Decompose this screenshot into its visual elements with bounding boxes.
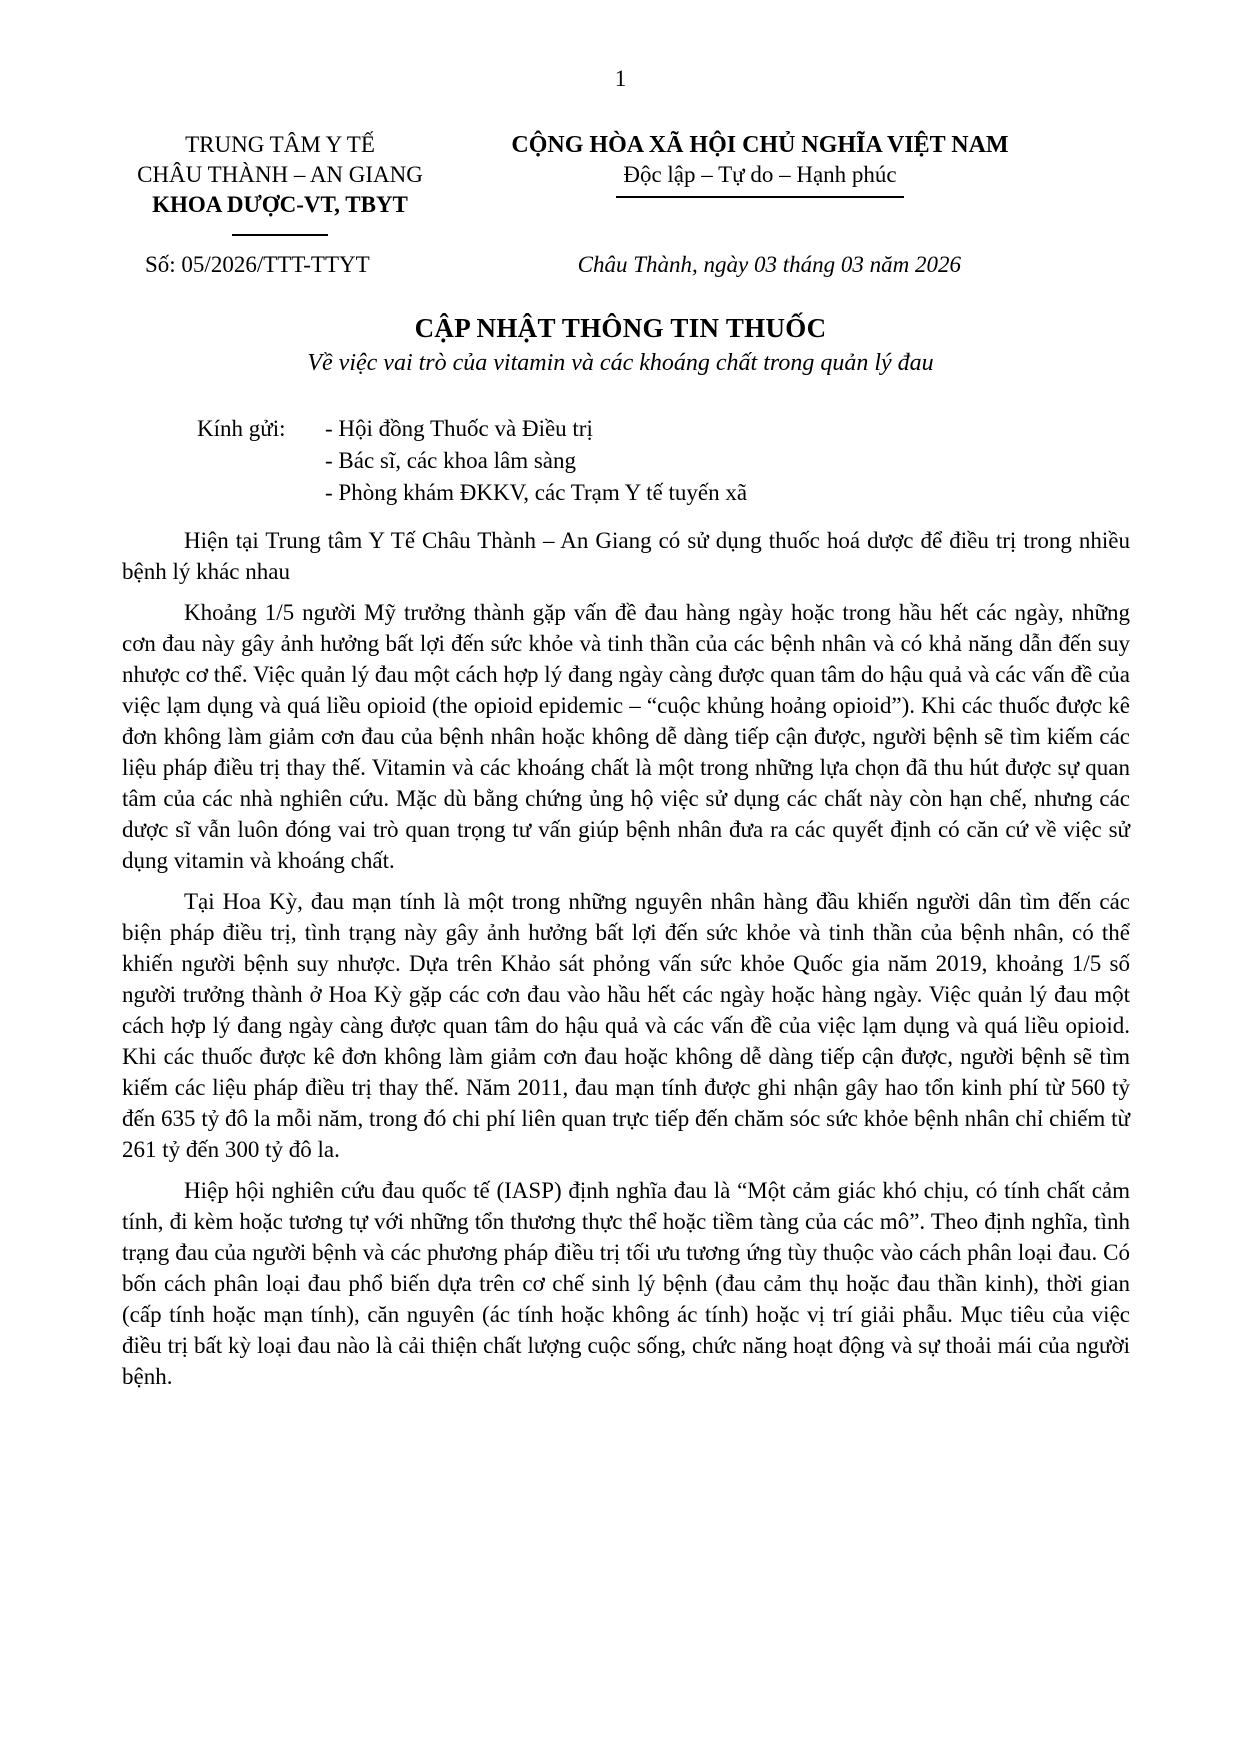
motto-underline-rule: [616, 196, 904, 198]
document-header: [0, 130, 1241, 236]
recipients-list: [325, 413, 747, 509]
org-name-line2: CHÂU THÀNH – AN GIANG: [137, 162, 423, 187]
document-body: [122, 525, 1130, 1392]
doc-place-date: Châu Thành, ngày 03 tháng 03 năm 2026: [577, 252, 961, 277]
doc-title: CẬP NHẬT THÔNG TIN THUỐC: [414, 313, 827, 343]
recipients-label: Kính gửi:: [197, 416, 286, 441]
body-paragraph: Hiệp hội nghiên cứu đau quốc tế (IASP) định nghĩa đau là “Một cảm giác khó chịu, có tính chất cảm tính, đi kèm hoặc tương tự với những tổn thương thực thể hoặc tiềm tàng của các mô”. Theo định nghĩa, tình trạng đau của người bệnh và các phương pháp điều trị tối ưu tương ứng tùy thuộc vào cách phân loại đau. Có bốn cách phân loại đau phổ biến dựa trên cơ chế sinh lý bệnh (đau cảm thụ hoặc đau thần kinh), thời gian (cấp tính hoặc mạn tính), căn nguyên (ác tính hoặc không ác tính) hoặc vị trí giải phẫu. Mục tiêu của việc điều trị bất kỳ loại đau nào là cải thiện chất lượng cuộc sống, chức năng hoạt động và sự thoải mái của người bệnh.: [122, 1178, 1130, 1389]
body-paragraph: Hiện tại Trung tâm Y Tế Châu Thành – An Giang có sử dụng thuốc hoá dược để điều trị trong nhiều bệnh lý khác nhau: [122, 528, 1130, 584]
doc-meta-row: [0, 250, 1241, 280]
org-underline-rule: [232, 234, 328, 236]
page-number: 1: [614, 66, 627, 91]
issuing-org-block: [112, 130, 448, 236]
doc-number: Số: 05/2026/TTT-TTYT: [145, 252, 370, 277]
national-header-block: [474, 130, 1046, 198]
recipient-item: - Hội đồng Thuốc và Điều trị: [325, 416, 593, 441]
doc-subtitle: Về việc vai trò của vitamin và các khoáng chất trong quản lý đau: [307, 350, 934, 376]
body-paragraph: Khoảng 1/5 người Mỹ trưởng thành gặp vấn đề đau hàng ngày hoặc trong hầu hết các ngày, những cơn đau này gây ảnh hưởng bất lợi đến sức khỏe và tinh thần của các bệnh nhân và có khả năng dẫn đến suy nhược cơ thể. Việc quản lý đau một cách hợp lý đang ngày càng được quan tâm do hậu quả và các vấn đề của việc lạm dụng và quá liều opioid (the opioid epidemic – “cuộc khủng hoảng opioid”). Khi các thuốc được kê đơn không làm giảm cơn đau của bệnh nhân hoặc không dễ dàng tiếp cận được, người bệnh sẽ tìm kiếm các liệu pháp điều trị thay thế. Vitamin và các khoáng chất là một trong những lựa chọn đã thu hút được sự quan tâm của các nhà nghiên cứu. Mặc dù bằng chứng ủng hộ việc sử dụng các chất này còn hạn chế, nhưng các dược sĩ vẫn luôn đóng vai trò quan trọng tư vấn giúp bệnh nhân đưa ra các quyết định có căn cứ về việc sử dụng vitamin và khoáng chất.: [122, 600, 1130, 873]
recipient-item: - Phòng khám ĐKKV, các Trạm Y tế tuyến xã: [325, 480, 748, 505]
recipient-item: - Bác sĩ, các khoa lâm sàng: [325, 448, 576, 473]
recipients-block: [197, 413, 1241, 509]
national-title: CỘNG HÒA XÃ HỘI CHỦ NGHĨA VIỆT NAM: [511, 132, 1009, 158]
org-department: KHOA DƯỢC-VT, TBYT: [152, 192, 408, 217]
national-motto: Độc lập – Tự do – Hạnh phúc: [623, 162, 897, 187]
body-paragraph: Tại Hoa Kỳ, đau mạn tính là một trong những nguyên nhân hàng đầu khiến người dân tìm đến các biện pháp điều trị, tình trạng này gây ảnh hưởng bất lợi đến sức khỏe và tinh thần của bệnh nhân, có thể khiến người bệnh suy nhược. Dựa trên Khảo sát phỏng vấn sức khỏe Quốc gia năm 2019, khoảng 1/5 số người trưởng thành ở Hoa Kỳ gặp các cơn đau vào hầu hết các ngày hoặc hàng ngày. Việc quản lý đau một cách hợp lý đang ngày càng được quan tâm do hậu quả và các vấn đề của việc lạm dụng và quá liều opioid. Khi các thuốc được kê đơn không làm giảm cơn đau hoặc không dễ dàng tiếp cận được, người bệnh sẽ tìm kiếm các liệu pháp điều trị thay thế. Năm 2011, đau mạn tính được ghi nhận gây hao tổn kinh phí từ 560 tỷ đến 635 tỷ đô la mỗi năm, trong đó chi phí liên quan trực tiếp đến chăm sóc sức khỏe bệnh nhân chỉ chiếm từ 261 tỷ đến 300 tỷ đô la.: [122, 889, 1130, 1162]
org-name-line1: TRUNG TÂM Y TẾ: [185, 132, 375, 157]
